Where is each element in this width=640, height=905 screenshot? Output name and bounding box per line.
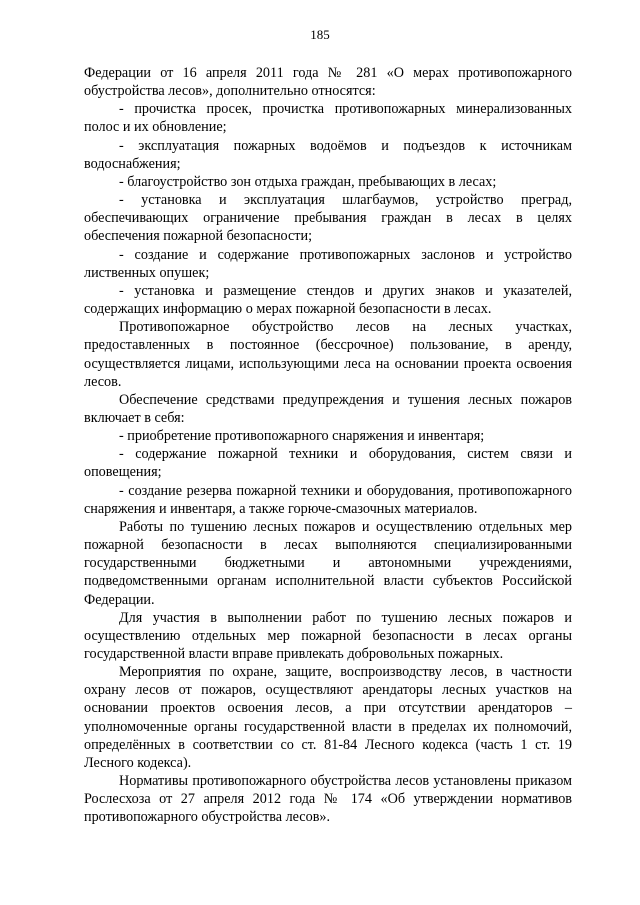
list-item: - эксплуатация пожарных водоёмов и подъездов к источникам водоснабжения; xyxy=(84,137,572,172)
paragraph: Обеспечение средствами предупреждения и тушения лесных пожаров включает в себя: xyxy=(84,391,572,426)
list-item: - установка и размещение стендов и других знаков и указателей, содержащих информацию о мерах пожарной безопасности в лесах. xyxy=(84,282,572,318)
list-item: - создание и содержание противопожарных заслонов и устройство лиственных опушек; xyxy=(84,246,572,281)
paragraph: Нормативы противопожарного обустройства лесов установлены приказом Рослесхоза от 27 апреля 2012 года № 174 «Об утверждении нормативов противопожарного обустройства лесов». xyxy=(84,773,572,826)
paragraph: Федерации от 16 апреля 2011 года № 281 «О мерах противопожарного обустройства лесов», дополнительно относятся: xyxy=(84,65,572,100)
paragraph: Для участия в выполнении работ по тушению лесных пожаров и осуществлению отдельных мер пожарной безопасности в лесах органы государственной власти вправе привлекать добровольных пожарных. xyxy=(84,609,572,662)
body-text xyxy=(84,64,572,827)
list-item: - благоустройство зон отдыха граждан, пребывающих в лесах; xyxy=(119,173,497,190)
list-item: - создание резерва пожарной техники и оборудования, противопожарного снаряжения и инвентаря, а также горюче-смазочных материалов. xyxy=(84,482,572,517)
list-item: - установка и эксплуатация шлагбаумов, устройство преград, обеспечивающих ограничение пребывания граждан в лесах в целях обеспечения пожарной безопасности; xyxy=(84,192,572,245)
list-item: - содержание пожарной техники и оборудования, систем связи и оповещения; xyxy=(84,446,572,481)
paragraph: Мероприятия по охране, защите, воспроизводству лесов, в частности охрану лесов от пожаров, осуществляют арендаторы лесных участков на основании проектов освоения лесов, а при отсутствии арендаторов – уполномоченные органы государственной власти в пределах их полномочий, определённых в соответствии со ст. 81-84 Лесного кодекса (часть 1 ст. 19 Лесного кодекса). xyxy=(84,664,572,771)
paragraph: Работы по тушению лесных пожаров и осуществлению отдельных мер пожарной безопасности в лесах выполняются специализированными государственными бюджетными и автономными учреждениями, подведомственными органам исполнительной власти субъектов Российской Федерации. xyxy=(84,518,572,608)
paragraph: Противопожарное обустройство лесов на лесных участках, предоставленных в постоянное (бессрочное) пользование, в аренду, осуществляется лицами, использующими леса на основании проекта освоения лесов. xyxy=(84,319,572,390)
page-number: 185 xyxy=(310,27,330,42)
list-item: - прочистка просек, прочистка противопожарных минерализованных полос и их обновление; xyxy=(84,101,572,136)
list-item: - приобретение противопожарного снаряжения и инвентаря; xyxy=(119,428,485,445)
